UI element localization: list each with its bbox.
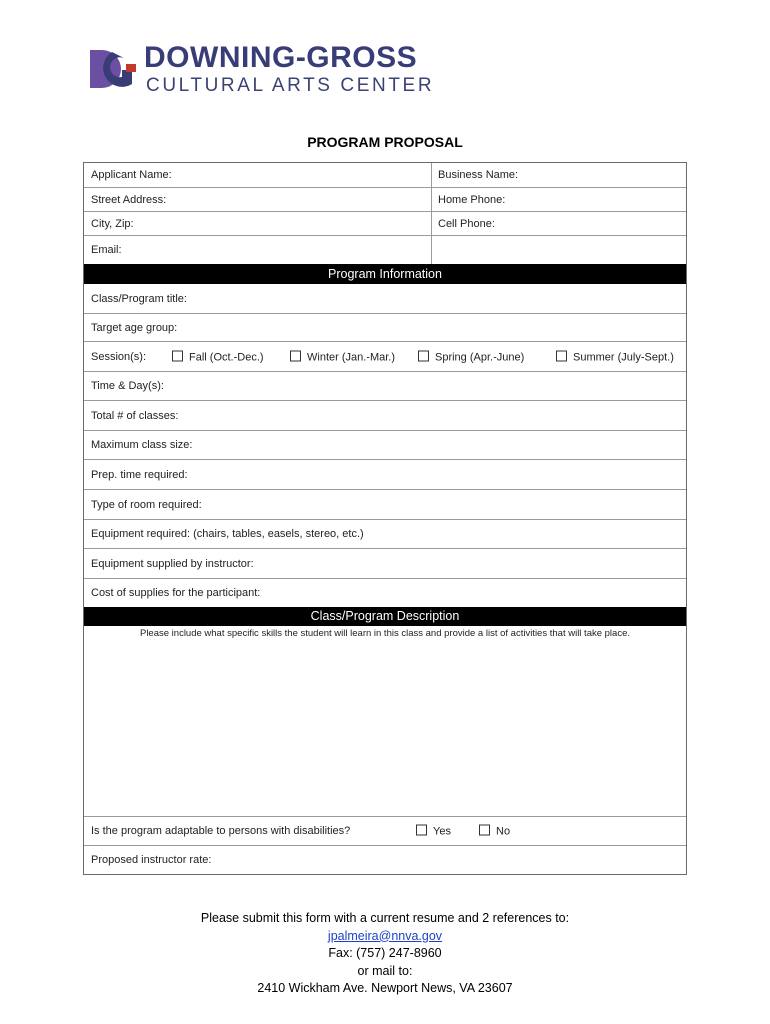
description-help-text: Please include what specific skills the student will learn in this class and provide a list of activities that will take place.: [139, 628, 630, 639]
time-day-field[interactable]: Time & Day(s):: [91, 380, 164, 392]
email-field[interactable]: Email:: [91, 244, 122, 256]
row-sessions: [84, 342, 686, 372]
row-total-classes: [84, 401, 686, 431]
business-name-field[interactable]: Business Name:: [438, 169, 519, 181]
instructions-line: Please submit this form with a current resume and 2 references to:: [200, 911, 570, 925]
row-class-title: [84, 284, 686, 314]
class-title-field[interactable]: Class/Program title:: [91, 292, 187, 305]
row-room-type: [84, 490, 686, 520]
logo-name-line2: CULTURAL ARTS CENTER: [146, 75, 435, 96]
max-class-size-field[interactable]: Maximum class size:: [91, 439, 193, 451]
checkbox-icon[interactable]: [479, 825, 490, 836]
row-equipment-required: [84, 520, 686, 549]
row-applicant-name: [84, 163, 686, 188]
email-link[interactable]: jpalmeira@nnva.gov: [327, 928, 443, 943]
room-type-field[interactable]: Type of room required:: [91, 498, 202, 511]
target-age-field[interactable]: Target age group:: [91, 321, 178, 334]
page-title: PROGRAM PROPOSAL: [307, 134, 463, 150]
session-spring-option[interactable]: Spring (Apr.-June): [418, 350, 524, 363]
fax-number: Fax: (757) 247-8960: [328, 946, 442, 960]
dg-logo-mark-icon: [90, 44, 140, 94]
checkbox-icon[interactable]: [416, 825, 427, 836]
row-email: [84, 236, 686, 264]
adaptable-yes-option[interactable]: Yes: [416, 825, 451, 838]
submission-instructions: [0, 910, 770, 998]
home-phone-field[interactable]: Home Phone:: [438, 193, 506, 206]
adaptable-no-option[interactable]: No: [479, 825, 510, 838]
mail-to-text: or mail to:: [357, 963, 413, 978]
description-header: Class/Program Description: [84, 607, 686, 626]
street-address-field[interactable]: Street Address:: [91, 193, 167, 206]
logo: [90, 41, 435, 98]
supply-cost-field[interactable]: Cost of supplies for the participant:: [91, 587, 261, 599]
program-info-header: Program Information: [84, 264, 686, 284]
row-adaptable: [84, 817, 686, 846]
row-street-address: [84, 188, 686, 212]
checkbox-icon[interactable]: [172, 350, 183, 361]
row-supply-cost: [84, 579, 686, 607]
checkbox-icon[interactable]: [290, 350, 301, 361]
checkbox-icon[interactable]: [556, 350, 567, 361]
applicant-name-field[interactable]: Applicant Name:: [91, 169, 172, 181]
row-target-age: [84, 314, 686, 342]
equipment-required-field[interactable]: Equipment required: (chairs, tables, easels, stereo, etc.): [91, 528, 364, 540]
prep-time-field[interactable]: Prep. time required:: [91, 468, 188, 481]
adaptable-question: Is the program adaptable to persons with disabilities?: [91, 825, 351, 837]
logo-name-line1: DOWNING-GROSS: [144, 41, 418, 74]
description-text-area[interactable]: [84, 626, 686, 817]
session-summer-option[interactable]: Summer (July-Sept.): [556, 350, 674, 363]
row-time-day: [84, 372, 686, 401]
session-fall-option[interactable]: Fall (Oct.-Dec.): [172, 350, 264, 363]
sessions-label: Session(s):: [91, 350, 147, 363]
cell-phone-field[interactable]: Cell Phone:: [438, 217, 495, 230]
row-instructor-rate: [84, 846, 686, 874]
row-prep-time: [84, 460, 686, 490]
proposal-form: [83, 162, 687, 875]
row-max-class-size: [84, 431, 686, 460]
mailing-address: 2410 Wickham Ave. Newport News, VA 23607: [257, 981, 513, 995]
instructor-rate-field[interactable]: Proposed instructor rate:: [91, 854, 212, 866]
checkbox-icon[interactable]: [418, 350, 429, 361]
total-classes-field[interactable]: Total # of classes:: [91, 409, 179, 422]
row-equipment-supplied: [84, 549, 686, 579]
equipment-supplied-field[interactable]: Equipment supplied by instructor:: [91, 557, 254, 570]
session-winter-option[interactable]: Winter (Jan.-Mar.): [290, 350, 395, 363]
row-city-zip: [84, 212, 686, 236]
city-zip-field[interactable]: City, Zip:: [91, 217, 134, 230]
